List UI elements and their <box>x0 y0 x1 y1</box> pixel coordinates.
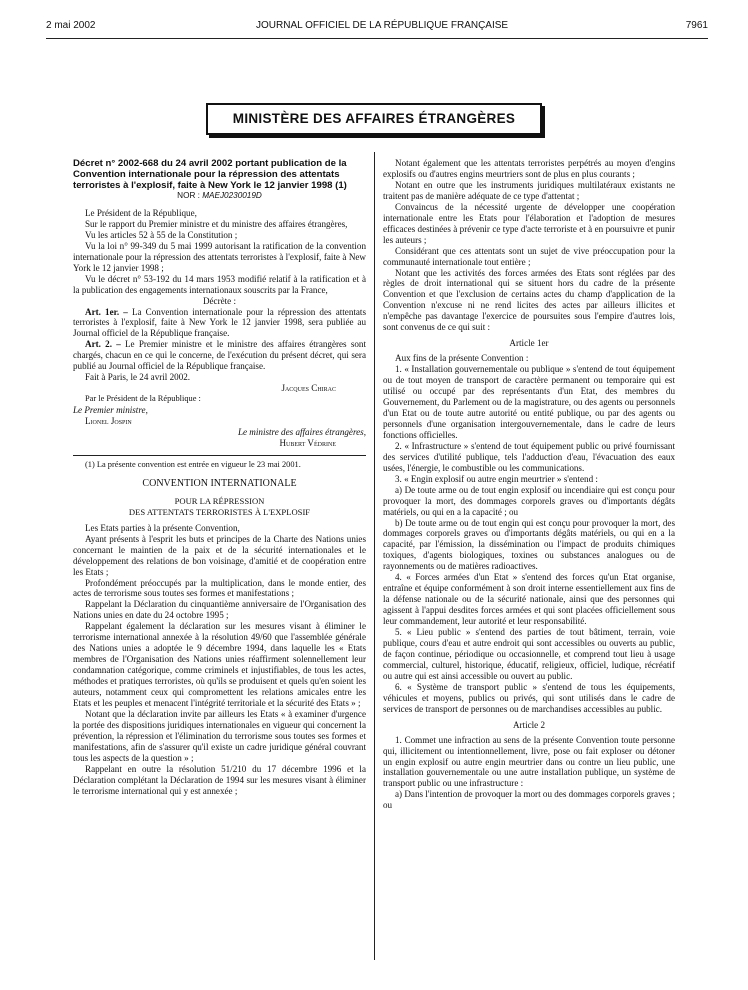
paragraph: Notant que les activités des forces armées des Etats sont réglées par des règles de droit international qui se situent hors du cadre de la présente Convention et que l'exclusion de certains actes du champ d'application de la Convention n'excuse ni ne rend licites des actes par ailleurs illicites et n'empêche pas davantage l'exercice de poursuites sous l'empire d'autres lois, sont convenus de ce qui suit : <box>383 267 675 333</box>
paragraph: 5. « Lieu public » s'entend des parties de tout bâtiment, terrain, voie publique, cours d'eau et autre endroit qui sont accessibles ou ouverts au public, de façon continue, périodique ou occasionnelle, et comprend tout lieu à usage commercial, culturel, historique, éducatif, religieux, officiel, ludique, récréatif ou autre qui est ainsi accessible ou ouvert au public. <box>383 627 675 681</box>
place-date: Fait à Paris, le 24 avril 2002. <box>85 372 191 383</box>
paragraph: 6. « Système de transport public » s'entend de tous les équipements, véhicules et moyens, publics ou privés, qui sont utilisés dans le cadre de services de transport de personnes ou de marchandises accessibles au public. <box>383 681 675 714</box>
minister-name: Hubert Védrine <box>279 437 336 448</box>
paragraph: Rappelant la Déclaration du cinquantième anniversaire de l'Organisation des Nations unies en date du 24 octobre 1995 ; <box>73 599 366 621</box>
paragraph: Notant également que les attentats terroristes perpétrés au moyen d'engins explosifs ou d'autres engins meurtriers sont de plus en plus courants ; <box>383 158 675 179</box>
footnote: (1) La présente convention est entrée en vigueur le 23 mai 2001. <box>85 459 301 469</box>
paragraph: a) De toute arme ou de tout engin explosif ou incendiaire qui est conçu pour provoquer la mort, des dommages corporels graves ou d'importants dégâts matériels, ou qui en a la capacité ; ou <box>383 484 675 517</box>
paragraph: Profondément préoccupés par la multiplication, dans le monde entier, des actes de terrorisme sous toutes ses formes et manifestations ; <box>73 577 366 599</box>
paragraph: Ayant présents à l'esprit les buts et principes de la Charte des Nations unies concernant le maintien de la paix et de la sécurité internationales et le développement des relations de bon voisinage, d'amitié et de coopération entre les Etats ; <box>73 533 366 577</box>
convention-preamble <box>73 523 366 797</box>
decrete-label: Décrète : <box>202 295 237 306</box>
paragraph: Considérant que ces attentats sont un sujet de vive préoccupation pour la communauté internationale tout entière ; <box>383 245 675 267</box>
paragraph: 4. « Forces armées d'un Etat » s'entend des forces qu'un Etat organise, entraîne et équipe conformément à son droit interne essentiellement aux fins de la défense nationale ou de la sécurité nationale, ainsi que des personnes qui agissent à l'appui desdites forces armées et qui sont placées officiellement sous leur commandement, leur autorité et leur responsabilité. <box>383 572 675 627</box>
ministry-heading: MINISTÈRE DES AFFAIRES ÉTRANGÈRES <box>206 103 542 135</box>
article-2-heading: Article 2 <box>512 719 546 730</box>
paragraph: Notant que la déclaration invite par ailleurs les Etats « à examiner d'urgence la portée des dispositions juridiques internationales en vigueur qui concernent la prévention, la répression et l'élimination du terrorisme sous toutes ses formes et manifestations, afin de s'assurer qu'il existe un cadre juridique général couvrant tous les aspects de la question » ; <box>73 708 366 763</box>
paragraph: Notant en outre que les instruments juridiques multilatéraux existants ne traitent pas de manière adéquate de ce type d'attentat ; <box>383 179 675 201</box>
convention-subtitle-1: POUR LA RÉPRESSION <box>174 495 265 506</box>
paragraph: Sur le rapport du Premier ministre et du ministre des affaires étrangères, <box>85 218 348 229</box>
right-column <box>383 158 675 811</box>
article-1-text: La Convention internationale pour la répression des attentats terroristes à l'explosif, faite à New York le 12 janvier 1998, sera publiée au Journal officiel de la République française. <box>73 306 366 339</box>
article-2-body <box>383 735 675 812</box>
article-1-body <box>383 353 675 714</box>
convention-preamble-continued <box>383 158 675 333</box>
header-page-number: 7961 <box>685 20 708 31</box>
paragraph: 3. « Engin explosif ou autre engin meurtrier » s'entend : <box>395 473 598 484</box>
page-header <box>46 20 708 34</box>
article-2 <box>73 339 366 372</box>
decree-title: Décret n° 2002-668 du 24 avril 2002 portant publication de la Convention internationale pour la répression des attentats terroristes à l'explosif, faite à New York le 12 janvier 1998 (1) <box>73 158 347 191</box>
convention-title: CONVENTION INTERNATIONALE <box>142 477 297 489</box>
header-date: 2 mai 2002 <box>46 20 96 31</box>
pm-title: Le Premier ministre, <box>73 405 148 416</box>
header-rule <box>46 38 708 39</box>
paragraph: Vu les articles 52 à 55 de la Constitution ; <box>85 229 238 240</box>
nor-reference <box>73 191 366 202</box>
pm-name: Lionel Jospin <box>85 416 132 427</box>
paragraph: 1. Commet une infraction au sens de la présente Convention toute personne qui, illicitement ou intentionnellement, livre, pose ou fait exploser ou détoner un engin explosif ou autre engin meurtrier dans ou contre un lieu public, une installation gouvernementale ou une autre installation publique, un système de transport public ou une infrastructure : <box>383 734 675 789</box>
nor-label: NOR : <box>177 191 200 200</box>
nor-value: MAEJ0230019D <box>202 191 262 200</box>
article-2-label: Art. 2. – <box>85 339 121 350</box>
header-journal: JOURNAL OFFICIEL DE LA RÉPUBLIQUE FRANÇAISE <box>256 20 509 31</box>
paragraph: a) Dans l'intention de provoquer la mort ou des dommages corporels graves ; ou <box>383 789 675 811</box>
paragraph: Les Etats parties à la présente Convention, <box>85 522 240 533</box>
paragraph: Convaincus de la nécessité urgente de développer une coopération internationale entre les Etats pour l'élaboration et l'adoption de mesures efficaces destinées à prévenir ce type d'acte terroriste et à en poursuivre et punir les auteurs ; <box>383 201 675 245</box>
paragraph: Vu le décret n° 53-192 du 14 mars 1953 modifié relatif à la ratification et à la publication des engagements internationaux souscrits par la France, <box>73 273 366 295</box>
paragraph: 2. « Infrastructure » s'entend de tout équipement public ou privé fournissant des services d'utilité publique, tels l'adduction d'eau, l'évacuation des eaux usées, l'énergie, le combustible ou les communications. <box>383 440 675 473</box>
article-1 <box>73 307 366 340</box>
article-1-label: Art. 1er. – <box>85 306 128 317</box>
footnote-separator <box>73 455 366 456</box>
paragraph: Aux fins de la présente Convention : <box>395 353 529 364</box>
paragraph: Le Président de la République, <box>85 207 197 218</box>
article-2-text: Le Premier ministre et le ministre des affaires étrangères sont chargés, chacun en ce qui le concerne, de l'exécution du présent décret, qui sera publié au Journal officiel de la République française. <box>73 339 366 372</box>
par-le-president: Par le Président de la République : <box>85 394 201 404</box>
paragraph: Rappelant en outre la résolution 51/210 du 17 décembre 1996 et la Déclaration complétant la Déclaration de 1994 sur les mesures visant à éliminer le terrorisme international qui y est annexée ; <box>73 763 366 796</box>
column-divider <box>374 152 375 960</box>
paragraph: 1. « Installation gouvernementale ou publique » s'entend de tout équipement ou de tout moyen de transport de caractère permanent ou temporaire qui est utilisé ou occupé par des représentants d'un Etat, des membres du Gouvernement, du Parlement ou de la magistrature, ou des agents ou personnels d'un Etat ou de toute autre autorité ou entité publique, ou par des agents ou personnels d'une organisation intergouvernementale, dans le cadre de leurs fonctions officielles. <box>383 364 675 440</box>
article-1-heading: Article 1er <box>509 338 549 349</box>
paragraph: b) De toute arme ou de tout engin qui est conçu pour provoquer la mort, des dommages corporels graves ou d'importants dégâts matériels, ou qui en a la capacité, par l'émission, la dissémination ou l'impact de produits chimiques toxiques, d'agents biologiques, toxines ou substances analogues ou de rayonnements ou de matières radioactives. <box>383 517 675 572</box>
minister-title: Le ministre des affaires étrangères, <box>237 427 366 438</box>
signature-president: Jacques Chirac <box>281 383 336 394</box>
left-column <box>73 158 366 797</box>
paragraph: Rappelant également la déclaration sur les mesures visant à éliminer le terrorisme international annexée à la résolution 49/60 que l'assemblée générale des Nations unies a adoptée le 9 décembre 1994, dans laquelle les « Etats membres de l'Organisation des Nations unies réaffirment solennellement leur condamnation catégorique, comme criminels et injustifiables, de tous les actes, méthodes et pratiques terroristes, où qu'ils se produisent et quels qu'en soient les auteurs, notamment ceux qui compromettent les relations amicales entre les Etats et les peuples et menacent l'intégrité territoriale et la sécurité des Etats » ; <box>73 621 366 708</box>
paragraph: Vu la loi n° 99-349 du 5 mai 1999 autorisant la ratification de la convention internationale pour la répression des attentats terroristes à l'explosif, faite à New York le 12 janvier 1998 ; <box>73 240 366 273</box>
decree-preamble <box>73 208 366 296</box>
convention-subtitle-2: DES ATTENTATS TERRORISTES À L'EXPLOSIF <box>128 506 311 517</box>
